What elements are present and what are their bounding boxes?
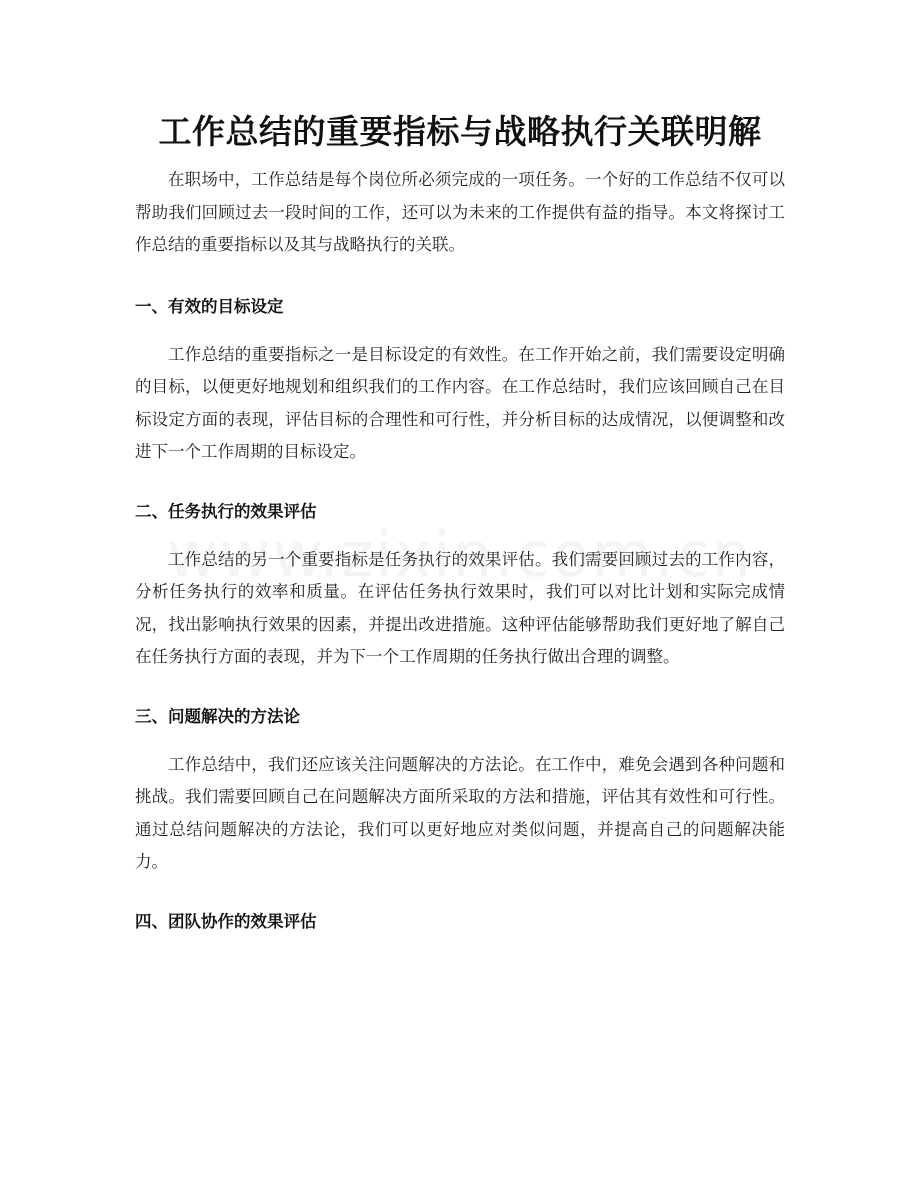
section-heading-2: 二、任务执行的效果评估 [135,501,317,521]
section-heading-4: 四、团队协作的效果评估 [135,911,317,931]
document-title: 工作总结的重要指标与战略执行关联明解 [158,112,762,151]
section-body-2: 工作总结的另一个重要指标是任务执行的效果评估。我们需要回顾过去的工作内容，分析任务执行的效率和质量。在评估任务执行效果时，我们可以对比计划和实际完成情况，找出影响执行效果的因素，并提出改进措施。这种评估能够帮助我们更好地了解自己在任务执行方面的表现，并为下一个工作周期的任务执行做出合理的调整。 [135,549,785,666]
section-heading-3: 三、问题解决的方法论 [135,706,300,726]
section-body-1: 工作总结的重要指标之一是目标设定的有效性。在工作开始之前，我们需要设定明确的目标，以便更好地规划和组织我们的工作内容。在工作总结时，我们应该回顾自己在目标设定方面的表现，评估目标的合理性和可行性，并分析目标的达成情况，以便调整和改进下一个工作周期的目标设定。 [135,344,785,461]
section-body-3: 工作总结中，我们还应该关注问题解决的方法论。在工作中，难免会遇到各种问题和挑战。我们需要回顾自己在问题解决方面所采取的方法和措施，评估其有效性和可行性。通过总结问题解决的方法论，我们可以更好地应对类似问题，并提高自己的问题解决能力。 [135,754,785,871]
section-heading-1: 一、有效的目标设定 [135,296,284,316]
intro-paragraph: 在职场中，工作总结是每个岗位所必须完成的一项任务。一个好的工作总结不仅可以帮助我们回顾过去一段时间的工作，还可以为未来的工作提供有益的指导。本文将探讨工作总结的重要指标以及其与战略执行的关联。 [135,170,785,254]
